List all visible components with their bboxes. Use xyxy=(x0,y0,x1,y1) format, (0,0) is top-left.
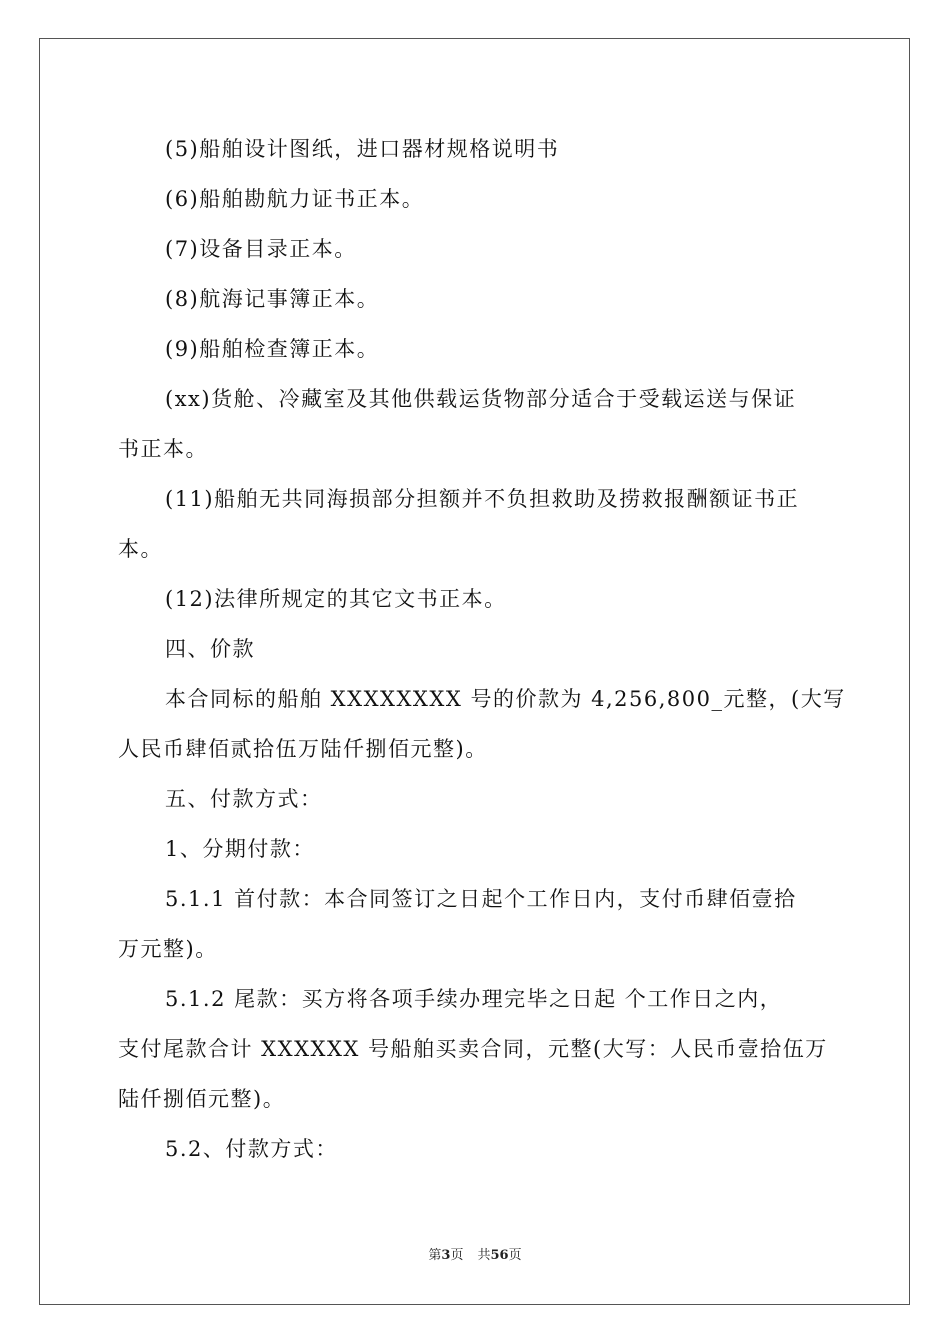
page-footer xyxy=(0,1246,950,1266)
text-line: 人民币肆佰贰拾伍万陆仟捌佰元整)。 xyxy=(118,737,488,761)
text-line: (6)船舶勘航力证书正本。 xyxy=(165,187,425,211)
text-line: 本。 xyxy=(118,537,163,561)
page-suffix: 页 xyxy=(450,1248,464,1263)
total-pages: 56 xyxy=(490,1248,509,1263)
text-line: 5.1.2 尾款：买方将各项手续办理完毕之日起 个工作日之内， xyxy=(165,987,783,1011)
text-line: 支付尾款合计 XXXXXX 号船舶买卖合同，元整(大写：人民币壹拾伍万 xyxy=(118,1037,828,1061)
text-line: 5.1.1 首付款：本合同签订之日起个工作日内，支付币肆佰壹拾 xyxy=(165,887,797,911)
page-border xyxy=(39,38,910,1305)
text-line: (11)船舶无共同海损部分担额并不负担救助及捞救报酬额证书正 xyxy=(165,487,800,511)
text-line: (8)航海记事簿正本。 xyxy=(165,287,380,311)
text-line: (xx)货舱、冷藏室及其他供载运货物部分适合于受载运送与保证 xyxy=(165,387,797,411)
section-heading: 五、付款方式： xyxy=(165,787,323,811)
text-line: 万元整)。 xyxy=(118,937,218,961)
text-line: (9)船舶检查簿正本。 xyxy=(165,337,380,361)
page-prefix: 第 xyxy=(428,1248,442,1263)
text-line: (7)设备目录正本。 xyxy=(165,237,357,261)
total-prefix: 共 xyxy=(477,1248,491,1263)
text-line: 1、分期付款： xyxy=(165,837,315,861)
text-line: 5.2、付款方式： xyxy=(165,1137,338,1161)
text-line: 书正本。 xyxy=(118,437,208,461)
section-heading: 四、价款 xyxy=(165,637,255,661)
text-line: 陆仟捌佰元整)。 xyxy=(118,1087,286,1111)
page-number: 3 xyxy=(441,1248,451,1263)
text-line: (5)船舶设计图纸，进口器材规格说明书 xyxy=(165,137,560,161)
text-line: 本合同标的船舶 XXXXXXXX 号的价款为 4,256,800_元整，(大写 xyxy=(165,687,846,711)
total-suffix: 页 xyxy=(508,1248,522,1263)
text-line: (12)法律所规定的其它文书正本。 xyxy=(165,587,507,611)
